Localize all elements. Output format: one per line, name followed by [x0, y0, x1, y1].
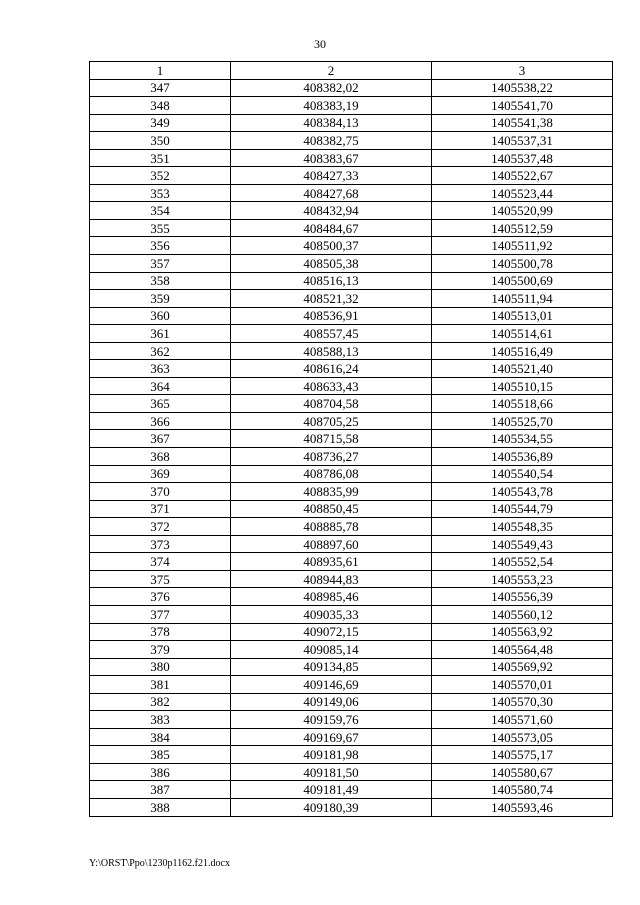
point-number-cell: 353 — [90, 184, 231, 202]
y-coordinate-cell: 1405511,94 — [432, 290, 613, 308]
x-coordinate-cell: 408484,67 — [231, 219, 432, 237]
y-coordinate-cell: 1405580,67 — [432, 763, 613, 781]
point-number-cell: 347 — [90, 79, 231, 97]
y-coordinate-cell: 1405593,46 — [432, 798, 613, 816]
table-row — [90, 202, 613, 220]
y-coordinate-cell: 1405525,70 — [432, 412, 613, 430]
table-row — [90, 483, 613, 501]
point-number-cell: 371 — [90, 500, 231, 518]
x-coordinate-cell: 409159,76 — [231, 711, 432, 729]
x-coordinate-cell: 408705,25 — [231, 412, 432, 430]
column-header-1: 1 — [90, 62, 231, 80]
point-number-cell: 349 — [90, 114, 231, 132]
x-coordinate-cell: 408616,24 — [231, 360, 432, 378]
point-number-cell: 368 — [90, 448, 231, 466]
table-row — [90, 237, 613, 255]
x-coordinate-cell: 408835,99 — [231, 483, 432, 501]
table-row — [90, 763, 613, 781]
point-number-cell: 351 — [90, 149, 231, 167]
x-coordinate-cell: 409181,98 — [231, 746, 432, 764]
table-row — [90, 693, 613, 711]
y-coordinate-cell: 1405575,17 — [432, 746, 613, 764]
table-row — [90, 114, 613, 132]
x-coordinate-cell: 408736,27 — [231, 448, 432, 466]
y-coordinate-cell: 1405510,15 — [432, 377, 613, 395]
x-coordinate-cell: 409180,39 — [231, 798, 432, 816]
point-number-cell: 361 — [90, 325, 231, 343]
y-coordinate-cell: 1405553,23 — [432, 570, 613, 588]
table-row — [90, 255, 613, 273]
y-coordinate-cell: 1405543,78 — [432, 483, 613, 501]
table-row — [90, 325, 613, 343]
y-coordinate-cell: 1405556,39 — [432, 588, 613, 606]
point-number-cell: 380 — [90, 658, 231, 676]
y-coordinate-cell: 1405520,99 — [432, 202, 613, 220]
point-number-cell: 376 — [90, 588, 231, 606]
column-header-2: 2 — [231, 62, 432, 80]
x-coordinate-cell: 408897,60 — [231, 535, 432, 553]
table-row — [90, 167, 613, 185]
table-row — [90, 448, 613, 466]
point-number-cell: 356 — [90, 237, 231, 255]
table-row — [90, 658, 613, 676]
point-number-cell: 372 — [90, 518, 231, 536]
y-coordinate-cell: 1405560,12 — [432, 605, 613, 623]
y-coordinate-cell: 1405538,22 — [432, 79, 613, 97]
point-number-cell: 359 — [90, 290, 231, 308]
y-coordinate-cell: 1405500,78 — [432, 255, 613, 273]
column-header-3: 3 — [432, 62, 613, 80]
table-row — [90, 377, 613, 395]
table-row — [90, 307, 613, 325]
table-row — [90, 360, 613, 378]
table-row — [90, 623, 613, 641]
y-coordinate-cell: 1405541,70 — [432, 97, 613, 115]
table-row — [90, 430, 613, 448]
y-coordinate-cell: 1405552,54 — [432, 553, 613, 571]
table-row — [90, 605, 613, 623]
point-number-cell: 369 — [90, 465, 231, 483]
point-number-cell: 375 — [90, 570, 231, 588]
x-coordinate-cell: 409146,69 — [231, 676, 432, 694]
y-coordinate-cell: 1405541,38 — [432, 114, 613, 132]
y-coordinate-cell: 1405514,61 — [432, 325, 613, 343]
y-coordinate-cell: 1405571,60 — [432, 711, 613, 729]
table-row — [90, 149, 613, 167]
x-coordinate-cell: 408383,67 — [231, 149, 432, 167]
table-row — [90, 518, 613, 536]
point-number-cell: 358 — [90, 272, 231, 290]
point-number-cell: 379 — [90, 641, 231, 659]
coordinates-table — [89, 61, 613, 817]
x-coordinate-cell: 408516,13 — [231, 272, 432, 290]
table-row — [90, 798, 613, 816]
y-coordinate-cell: 1405518,66 — [432, 395, 613, 413]
x-coordinate-cell: 408985,46 — [231, 588, 432, 606]
x-coordinate-cell: 408427,68 — [231, 184, 432, 202]
table-row — [90, 97, 613, 115]
x-coordinate-cell: 408382,75 — [231, 132, 432, 150]
table-row — [90, 500, 613, 518]
y-coordinate-cell: 1405523,44 — [432, 184, 613, 202]
x-coordinate-cell: 409085,14 — [231, 641, 432, 659]
table-header-row — [90, 62, 613, 80]
point-number-cell: 357 — [90, 255, 231, 273]
footer-file-path: Y:\ORST\Ppo\1230p1162.f21.docx — [89, 858, 230, 869]
table-row — [90, 132, 613, 150]
y-coordinate-cell: 1405536,89 — [432, 448, 613, 466]
y-coordinate-cell: 1405569,92 — [432, 658, 613, 676]
x-coordinate-cell: 409072,15 — [231, 623, 432, 641]
point-number-cell: 348 — [90, 97, 231, 115]
x-coordinate-cell: 408704,58 — [231, 395, 432, 413]
point-number-cell: 383 — [90, 711, 231, 729]
x-coordinate-cell: 409134,85 — [231, 658, 432, 676]
x-coordinate-cell: 408885,78 — [231, 518, 432, 536]
table-row — [90, 711, 613, 729]
x-coordinate-cell: 408715,58 — [231, 430, 432, 448]
point-number-cell: 378 — [90, 623, 231, 641]
y-coordinate-cell: 1405544,79 — [432, 500, 613, 518]
y-coordinate-cell: 1405511,92 — [432, 237, 613, 255]
point-number-cell: 366 — [90, 412, 231, 430]
x-coordinate-cell: 409181,50 — [231, 763, 432, 781]
point-number-cell: 374 — [90, 553, 231, 571]
x-coordinate-cell: 408521,32 — [231, 290, 432, 308]
point-number-cell: 360 — [90, 307, 231, 325]
y-coordinate-cell: 1405534,55 — [432, 430, 613, 448]
y-coordinate-cell: 1405564,48 — [432, 641, 613, 659]
y-coordinate-cell: 1405570,01 — [432, 676, 613, 694]
point-number-cell: 386 — [90, 763, 231, 781]
x-coordinate-cell: 408383,19 — [231, 97, 432, 115]
point-number-cell: 363 — [90, 360, 231, 378]
y-coordinate-cell: 1405537,48 — [432, 149, 613, 167]
y-coordinate-cell: 1405573,05 — [432, 728, 613, 746]
table-row — [90, 746, 613, 764]
x-coordinate-cell: 408382,02 — [231, 79, 432, 97]
y-coordinate-cell: 1405549,43 — [432, 535, 613, 553]
y-coordinate-cell: 1405548,35 — [432, 518, 613, 536]
x-coordinate-cell: 409181,49 — [231, 781, 432, 799]
table-row — [90, 588, 613, 606]
table-row — [90, 412, 613, 430]
table-row — [90, 290, 613, 308]
y-coordinate-cell: 1405512,59 — [432, 219, 613, 237]
point-number-cell: 388 — [90, 798, 231, 816]
table-row — [90, 728, 613, 746]
table-row — [90, 342, 613, 360]
point-number-cell: 367 — [90, 430, 231, 448]
x-coordinate-cell: 408427,33 — [231, 167, 432, 185]
y-coordinate-cell: 1405580,74 — [432, 781, 613, 799]
x-coordinate-cell: 408505,38 — [231, 255, 432, 273]
x-coordinate-cell: 408557,45 — [231, 325, 432, 343]
point-number-cell: 364 — [90, 377, 231, 395]
table-row — [90, 553, 613, 571]
x-coordinate-cell: 408536,91 — [231, 307, 432, 325]
y-coordinate-cell: 1405500,69 — [432, 272, 613, 290]
point-number-cell: 365 — [90, 395, 231, 413]
y-coordinate-cell: 1405516,49 — [432, 342, 613, 360]
table-row — [90, 272, 613, 290]
point-number-cell: 385 — [90, 746, 231, 764]
y-coordinate-cell: 1405570,30 — [432, 693, 613, 711]
point-number-cell: 354 — [90, 202, 231, 220]
point-number-cell: 387 — [90, 781, 231, 799]
table-row — [90, 781, 613, 799]
x-coordinate-cell: 408786,08 — [231, 465, 432, 483]
point-number-cell: 362 — [90, 342, 231, 360]
x-coordinate-cell: 408944,83 — [231, 570, 432, 588]
point-number-cell: 370 — [90, 483, 231, 501]
x-coordinate-cell: 409035,33 — [231, 605, 432, 623]
y-coordinate-cell: 1405537,31 — [432, 132, 613, 150]
point-number-cell: 381 — [90, 676, 231, 694]
x-coordinate-cell: 408384,13 — [231, 114, 432, 132]
y-coordinate-cell: 1405563,92 — [432, 623, 613, 641]
y-coordinate-cell: 1405522,67 — [432, 167, 613, 185]
point-number-cell: 373 — [90, 535, 231, 553]
x-coordinate-cell: 409169,67 — [231, 728, 432, 746]
point-number-cell: 377 — [90, 605, 231, 623]
table-row — [90, 570, 613, 588]
table-row — [90, 535, 613, 553]
table-row — [90, 395, 613, 413]
y-coordinate-cell: 1405540,54 — [432, 465, 613, 483]
table-row — [90, 219, 613, 237]
point-number-cell: 384 — [90, 728, 231, 746]
x-coordinate-cell: 408432,94 — [231, 202, 432, 220]
y-coordinate-cell: 1405521,40 — [432, 360, 613, 378]
x-coordinate-cell: 408588,13 — [231, 342, 432, 360]
table-row — [90, 79, 613, 97]
x-coordinate-cell: 408850,45 — [231, 500, 432, 518]
y-coordinate-cell: 1405513,01 — [432, 307, 613, 325]
page-number: 30 — [314, 37, 326, 51]
x-coordinate-cell: 408935,61 — [231, 553, 432, 571]
point-number-cell: 382 — [90, 693, 231, 711]
table-body — [90, 79, 613, 816]
x-coordinate-cell: 409149,06 — [231, 693, 432, 711]
table-row — [90, 676, 613, 694]
x-coordinate-cell: 408633,43 — [231, 377, 432, 395]
point-number-cell: 355 — [90, 219, 231, 237]
table-row — [90, 641, 613, 659]
point-number-cell: 350 — [90, 132, 231, 150]
table-row — [90, 184, 613, 202]
point-number-cell: 352 — [90, 167, 231, 185]
x-coordinate-cell: 408500,37 — [231, 237, 432, 255]
table-row — [90, 465, 613, 483]
